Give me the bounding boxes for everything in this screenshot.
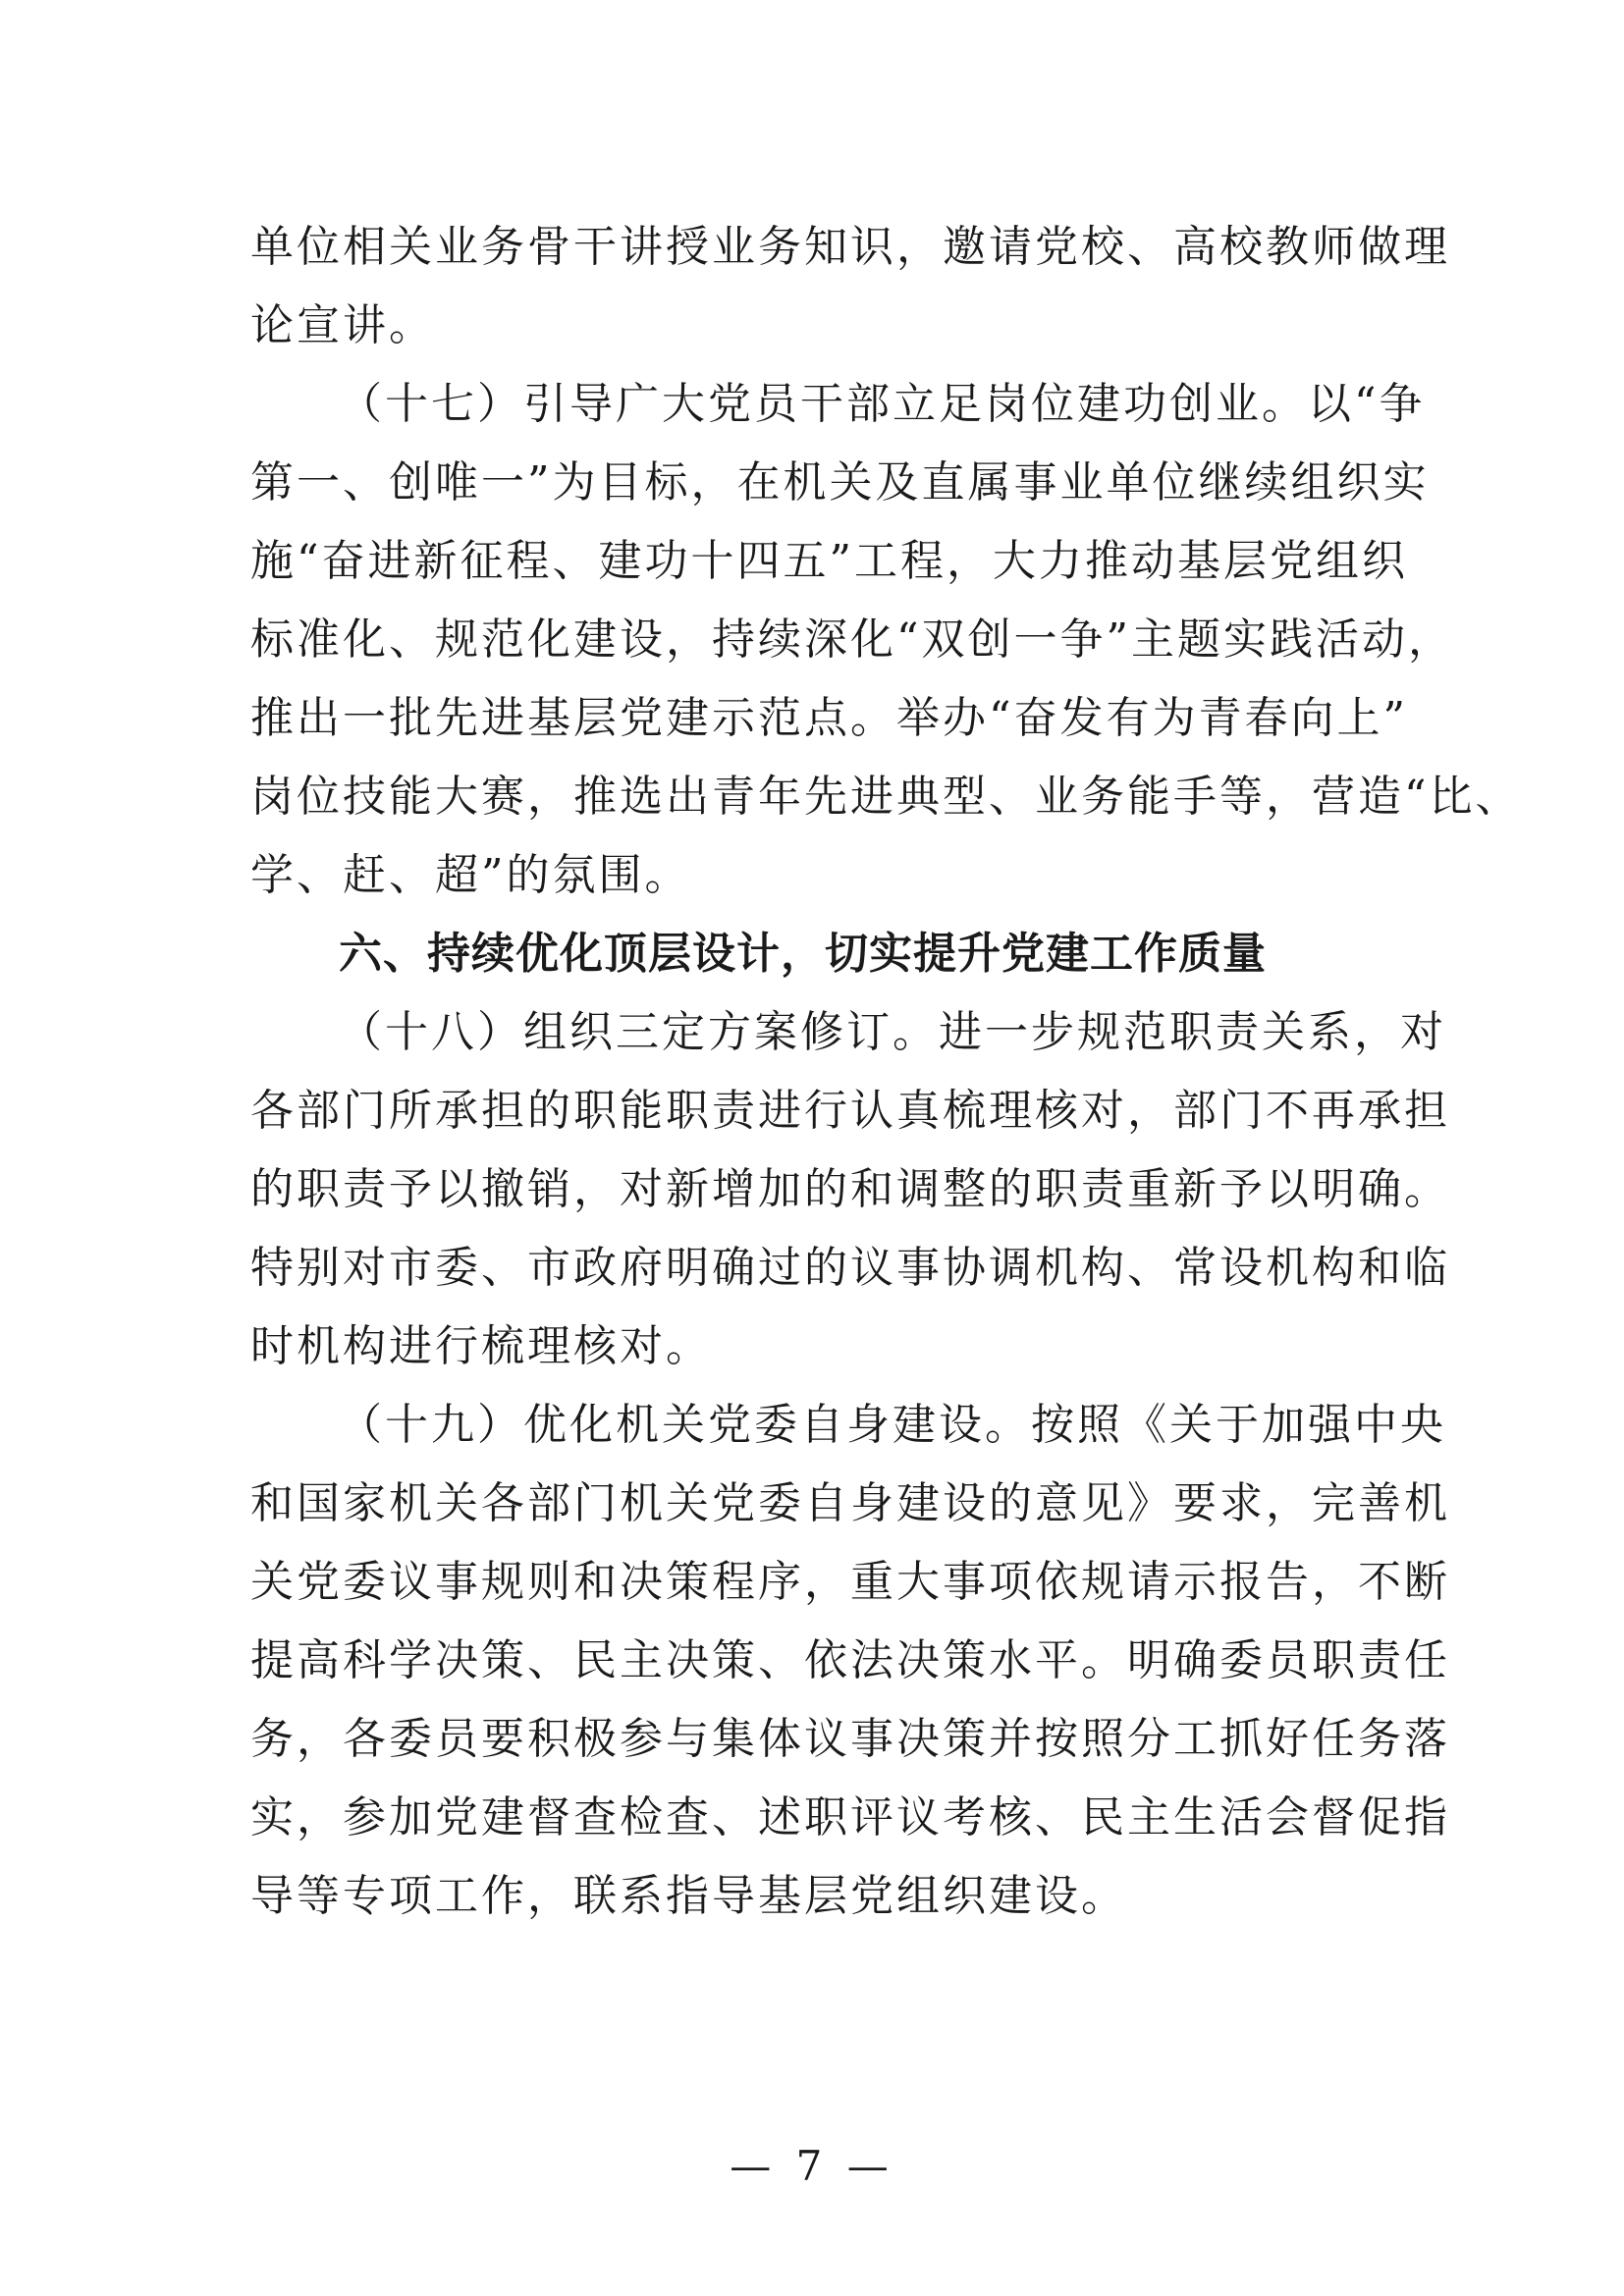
- body-text-line: 单位相关业务骨干讲授业务知识，邀请党校、高校教师做理: [250, 222, 1450, 272]
- paragraph-19-first-line: （十九）优化机关党委自身建设。按照《关于加强中央: [339, 1400, 1446, 1450]
- body-text-line: 的职责予以撤销，对新增加的和调整的职责重新予以明确。: [250, 1164, 1450, 1214]
- body-text-line: 标准化、规范化建设，持续深化“双创一争”主题实践活动，: [250, 614, 1454, 665]
- body-text-line: 推出一批先进基层党建示范点。举办“奋发有为青春向上”: [250, 693, 1408, 743]
- body-text-line: 务，各委员要积极参与集体议事决策并按照分工抓好任务落: [250, 1714, 1450, 1764]
- body-text-line: 各部门所承担的职能职责进行认真梳理核对，部门不再承担: [250, 1086, 1450, 1136]
- body-text-line: 第一、创唯一”为目标，在机关及直属事业单位继续组织实: [250, 457, 1430, 507]
- body-text-line: 提高科学决策、民主决策、依法决策水平。明确委员职责任: [250, 1635, 1450, 1685]
- body-text-line: 和国家机关各部门机关党委自身建设的意见》要求，完善机: [250, 1478, 1450, 1528]
- body-text-line: 实，参加党建督查检查、述职评议考核、民主生活会督促指: [250, 1792, 1450, 1842]
- body-text-line: 导等专项工作，联系指导基层党组织建设。: [250, 1871, 1127, 1921]
- body-text-line: 时机构进行梳理核对。: [250, 1321, 712, 1371]
- section-heading: 六、持续优化顶层设计，切实提升党建工作质量: [339, 929, 1267, 979]
- paragraph-17-first-line: （十七）引导广大党员干部立足岗位建功创业。以“争: [339, 379, 1426, 429]
- body-text-line: 特别对市委、市政府明确过的议事协调机构、常设机构和临: [250, 1243, 1450, 1293]
- body-text-line: 关党委议事规则和决策程序，重大事项依规请示报告，不断: [250, 1557, 1450, 1607]
- body-text-line: 岗位技能大赛，推选出青年先进典型、业务能手等，营造“比、: [250, 772, 1522, 822]
- body-text-line: 施“奋进新征程、建功十四五”工程，大力推动基层党组织: [250, 536, 1408, 586]
- paragraph-18-first-line: （十八）组织三定方案修订。进一步规范职责关系，对: [339, 1007, 1446, 1057]
- page-number: — 7 —: [730, 2142, 894, 2190]
- body-text-line: 学、赶、超”的氛围。: [250, 850, 691, 900]
- body-text-line: 论宣讲。: [250, 300, 435, 350]
